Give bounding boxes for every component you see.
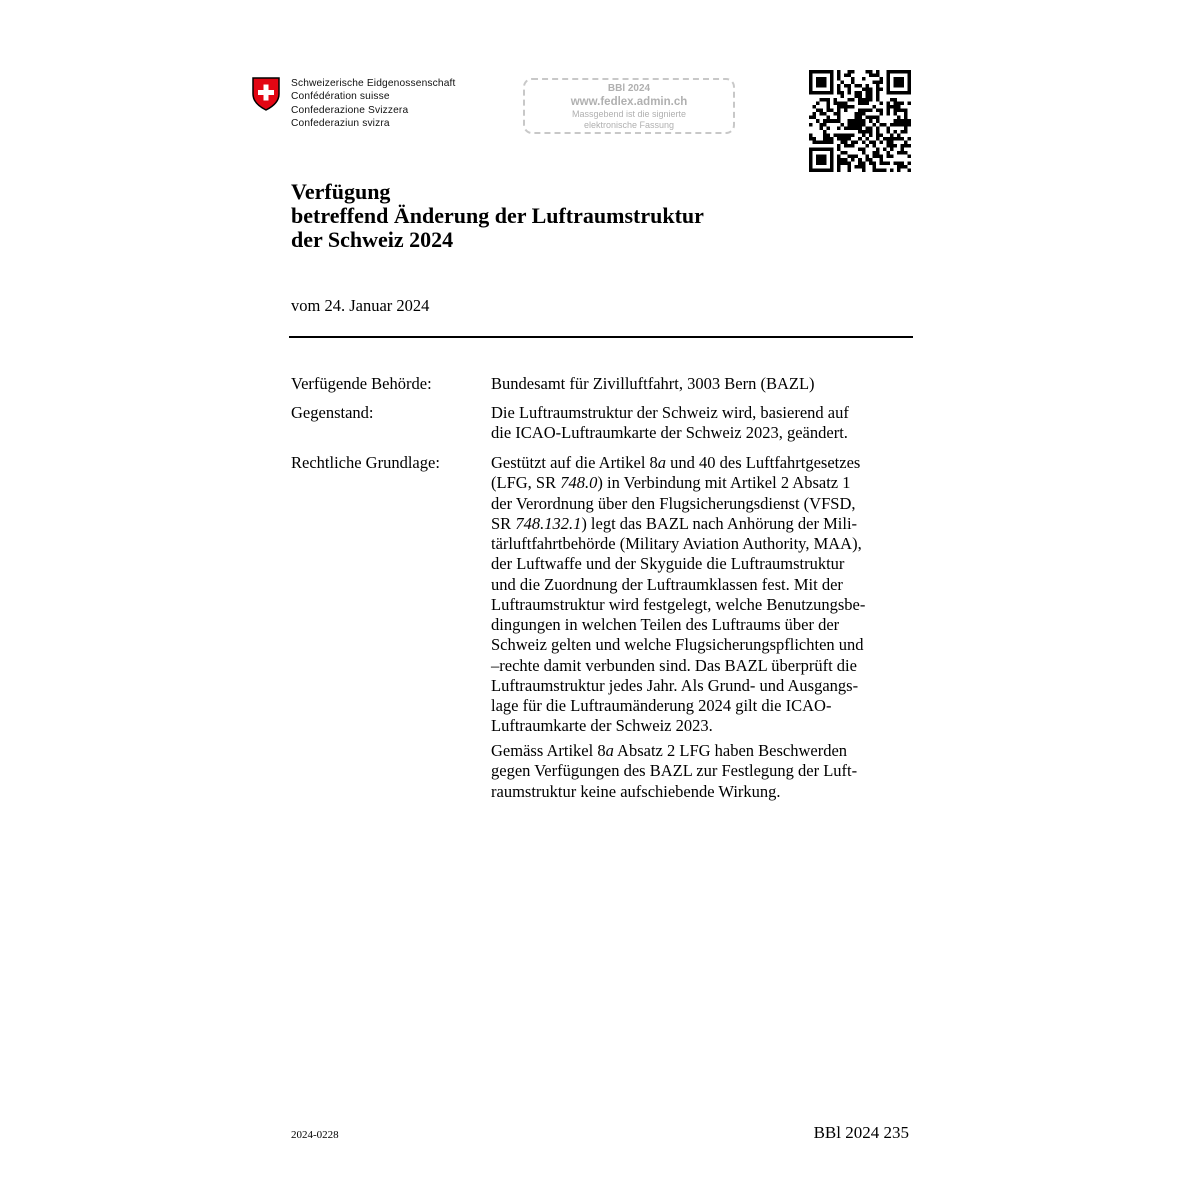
legal-basis-line: Schweiz gelten und welche Flugsicherungspflichten und <box>491 635 864 655</box>
horizontal-divider <box>289 336 913 338</box>
confed-name-fr: Confédération suisse <box>291 91 390 103</box>
legal-basis-label: Rechtliche Grundlage: <box>291 453 440 472</box>
stamp-line-1: BBl 2024 <box>607 83 651 94</box>
legal-basis-line: Luftraumstruktur wird festgelegt, welche Benutzungsbe- <box>491 594 866 614</box>
authority-value <box>491 374 911 394</box>
stamp-line-3: Massgebend ist die signierte <box>571 109 687 119</box>
confederation-logo <box>252 77 482 137</box>
legal-basis-line: der Verordnung über den Flugsicherungsdienst (VFSD, <box>491 493 856 513</box>
subject-line: Die Luftraumstruktur der Schweiz wird, basierend auf <box>491 403 849 422</box>
stamp-line-4: elektronische Fassung <box>583 120 675 130</box>
swiss-coat-of-arms-icon <box>252 77 280 111</box>
qr-code-icon <box>809 70 911 172</box>
legal-basis-line: tärluftfahrtbehörde (Military Aviation Authority, MAA), <box>491 534 862 553</box>
document-number: 2024-0228 <box>291 1129 339 1141</box>
legal-basis-line: Gestützt auf die Artikel 8a und 40 des Luftfahrtgesetzes <box>491 453 861 472</box>
legal-basis-line: und die Zuordnung der Luftraumklassen fest. Mit der <box>491 574 843 594</box>
legal-basis-value <box>491 453 911 737</box>
legal-basis-line: Gemäss Artikel 8a Absatz 2 LFG haben Beschwerden <box>491 741 848 760</box>
legal-basis-line: raumstruktur keine aufschiebende Wirkung. <box>491 781 781 801</box>
legal-basis-line: SR 748.132.1) legt das BAZL nach Anhörung der Mili- <box>491 513 858 533</box>
subject-line: die ICAO-Luftraumkarte der Schweiz 2023, geändert. <box>491 423 848 443</box>
title-line-1: Verfügung <box>291 179 391 204</box>
authority-value-text: Bundesamt für Zivilluftfahrt, 3003 Bern (BAZL) <box>491 374 815 393</box>
confed-name-it: Confederazione Svizzera <box>291 104 409 116</box>
title-line-2: betreffend Änderung der Luftraumstruktur <box>291 203 704 228</box>
legal-basis-line: Luftraumkarte der Schweiz 2023. <box>491 716 713 736</box>
title-line-3: der Schweiz 2024 <box>291 227 454 252</box>
legal-basis-paragraph-2 <box>491 741 911 802</box>
legal-basis-line: gegen Verfügungen des BAZL zur Festlegung der Luft- <box>491 761 858 781</box>
confederation-names <box>291 77 456 131</box>
legal-basis-line: der Luftwaffe und der Skyguide die Luftraumstruktur <box>491 554 845 574</box>
subject-value <box>491 403 911 444</box>
signature-stamp <box>523 78 735 134</box>
legal-basis-line: –rechte damit verbunden sind. Das BAZL überprüft die <box>491 655 857 675</box>
authority-label: Verfügende Behörde: <box>291 374 432 393</box>
stamp-line-2: www.fedlex.admin.ch <box>570 96 688 108</box>
page-reference: BBl 2024 235 <box>813 1123 909 1142</box>
document-title <box>291 180 704 252</box>
legal-basis-line: lage für die Luftraumänderung 2024 gilt die ICAO- <box>491 696 832 715</box>
legal-basis-line: (LFG, SR 748.0) in Verbindung mit Artikel 2 Absatz 1 <box>491 473 851 493</box>
confed-name-de: Schweizerische Eidgenossenschaft <box>291 78 456 89</box>
legal-basis-line: Luftraumstruktur jedes Jahr. Als Grund- und Ausgangs- <box>491 675 859 695</box>
confed-name-rm: Confederaziun svizra <box>291 118 390 130</box>
subject-label: Gegenstand: <box>291 403 374 422</box>
document-date: vom 24. Januar 2024 <box>291 296 430 315</box>
legal-basis-line: dingungen in welchen Teilen des Luftraums über der <box>491 615 840 634</box>
